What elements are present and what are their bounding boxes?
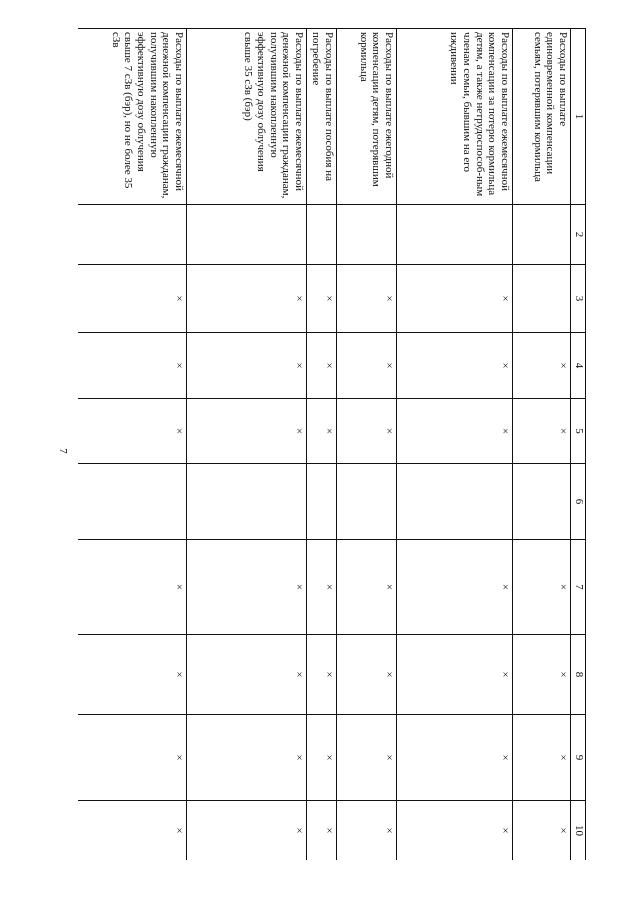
table-row xyxy=(513,29,571,861)
table-cell: × xyxy=(397,635,513,715)
table-cell xyxy=(307,205,337,265)
table-cell: × xyxy=(397,265,513,333)
table-cell xyxy=(78,205,187,265)
table-cell: × xyxy=(78,265,187,333)
col-header: 5 xyxy=(571,399,586,464)
table-cell: × xyxy=(397,399,513,464)
col-header: 3 xyxy=(571,265,586,333)
table-cell: × xyxy=(513,635,571,715)
table-cell: × xyxy=(307,540,337,635)
table-cell xyxy=(78,464,187,540)
col-header: 4 xyxy=(571,333,586,399)
table-cell: × xyxy=(337,801,397,861)
table-cell: × xyxy=(187,265,307,333)
table-viewport xyxy=(78,28,586,860)
row-description: Расходы по выплате ежемесячной денежной компенсации гражданам, получившим накопленную эффективную дозу облучения свыше 35 сЗв (бэр) xyxy=(187,29,307,205)
col-header: 10 xyxy=(571,801,586,861)
table-cell: × xyxy=(78,715,187,801)
col-header: 9 xyxy=(571,715,586,801)
table-cell: × xyxy=(78,399,187,464)
table-cell: × xyxy=(397,715,513,801)
table-cell: × xyxy=(513,333,571,399)
table-cell: × xyxy=(337,265,397,333)
table-cell: × xyxy=(337,635,397,715)
table-cell: × xyxy=(187,635,307,715)
row-description: Расходы по выплате ежемесячной компенсации за потерю кормильца детям, а также нетрудоспособ-ным членам семьи, бывшим на его иждивении xyxy=(397,29,513,205)
table-cell: × xyxy=(187,715,307,801)
table-cell: × xyxy=(78,540,187,635)
table-cell xyxy=(513,464,571,540)
col-header: 2 xyxy=(571,205,586,265)
table-cell: × xyxy=(187,333,307,399)
table-cell xyxy=(187,205,307,265)
table-cell: × xyxy=(307,265,337,333)
table-cell: × xyxy=(307,801,337,861)
table-row xyxy=(337,29,397,861)
table-row xyxy=(397,29,513,861)
table-cell: × xyxy=(78,801,187,861)
col-header: 1 xyxy=(571,29,586,205)
expenses-table xyxy=(78,28,586,860)
table-cell xyxy=(513,265,571,333)
col-header: 6 xyxy=(571,464,586,540)
table-cell: × xyxy=(187,801,307,861)
col-header: 7 xyxy=(571,540,586,635)
table-row xyxy=(187,29,307,861)
table-cell xyxy=(337,464,397,540)
table-cell: × xyxy=(513,715,571,801)
table-cell: × xyxy=(78,635,187,715)
rotated-page xyxy=(78,28,586,860)
table-cell: × xyxy=(397,540,513,635)
table-cell: × xyxy=(307,715,337,801)
table-cell: × xyxy=(513,540,571,635)
table-cell: × xyxy=(513,399,571,464)
table-cell: × xyxy=(187,399,307,464)
table-cell: × xyxy=(307,635,337,715)
table-cell: × xyxy=(78,333,187,399)
table-cell: × xyxy=(337,715,397,801)
table-cell: × xyxy=(307,399,337,464)
table-cell: × xyxy=(397,333,513,399)
table-row xyxy=(78,29,187,861)
table-cell: × xyxy=(307,333,337,399)
table-cell xyxy=(187,464,307,540)
table-cell xyxy=(513,205,571,265)
row-description: Расходы по выплате единовременной компенсации семьям, потерявшим кормильца xyxy=(513,29,571,205)
table-cell xyxy=(307,464,337,540)
table-row xyxy=(307,29,337,861)
row-description: Расходы по выплате ежегодной компенсации детям, потерявшим кормильца xyxy=(337,29,397,205)
row-description: Расходы по выплате ежемесячной денежной компенсации гражданам, получившим накопленную эффективную дозу облучения свыше 7 сЗв (бэр), но не более 35 сЗв xyxy=(78,29,187,205)
table-cell: × xyxy=(337,540,397,635)
table-cell: × xyxy=(337,333,397,399)
table-cell xyxy=(397,205,513,265)
header-row xyxy=(571,29,586,861)
row-description: Расходы по выплате пособия на погребение xyxy=(307,29,337,205)
col-header: 8 xyxy=(571,635,586,715)
table-cell xyxy=(397,464,513,540)
table-cell xyxy=(337,205,397,265)
table-cell: × xyxy=(397,801,513,861)
table-cell: × xyxy=(513,801,571,861)
table-cell: × xyxy=(187,540,307,635)
table-cell: × xyxy=(337,399,397,464)
page-number: 7 xyxy=(56,448,69,454)
